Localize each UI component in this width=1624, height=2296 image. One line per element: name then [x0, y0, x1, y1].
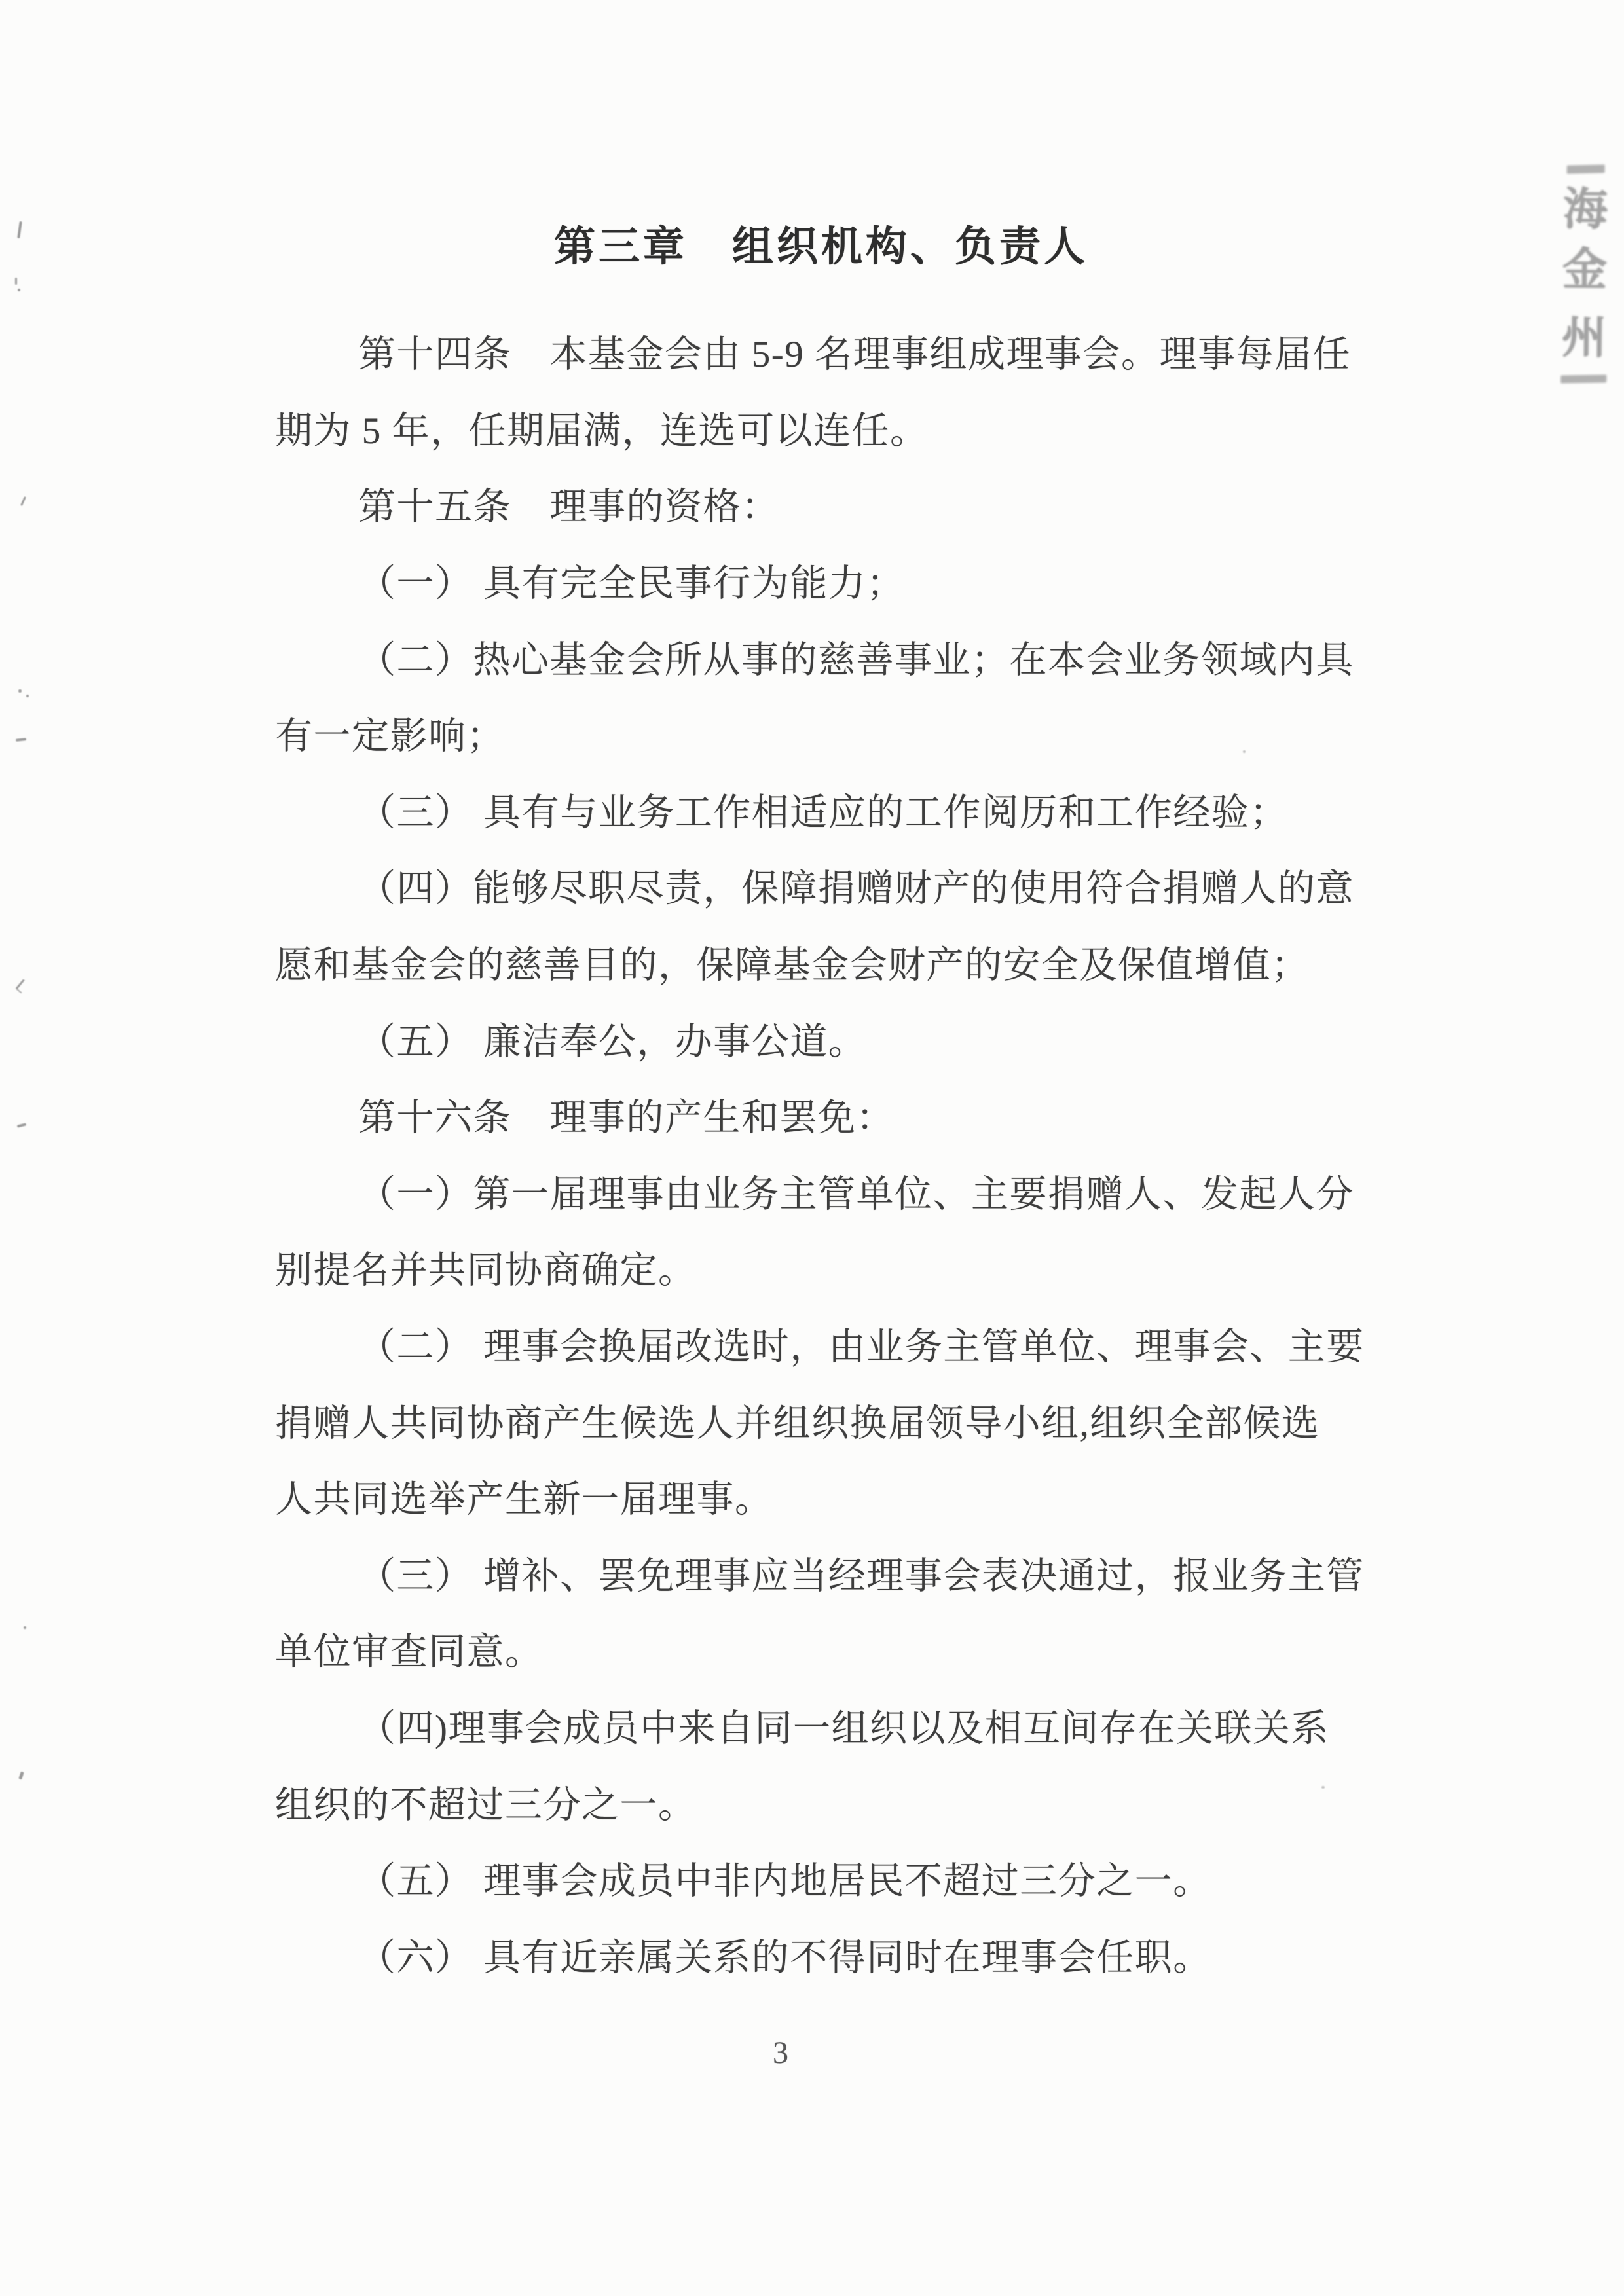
text-line: 有一定影响；: [275, 716, 505, 757]
text-line: 单位审查同意。: [275, 1631, 544, 1673]
page-number: 3: [773, 2035, 788, 2070]
text-line: 组织的不超过三分之一。: [275, 1784, 697, 1826]
scan-noise-mark: [18, 289, 20, 291]
binding-stamp-fragment: [1556, 165, 1613, 384]
chapter-title: 第三章 组织机构、负责人: [554, 224, 1088, 270]
scan-noise-mark: [16, 738, 26, 742]
text-line: （一） 具有完全民事行为能力；: [358, 563, 905, 605]
text-line: 别提名并共同协商确定。: [275, 1250, 697, 1292]
text-line: 第十四条 本基金会由 5-9 名理事组成理事会。理事每届任: [358, 334, 1351, 376]
stamp-bar-top: [1567, 164, 1605, 173]
text-line: （四)理事会成员中来自同一组织以及相互间存在关联关系: [358, 1707, 1329, 1749]
scan-noise-mark: [24, 1626, 26, 1629]
scan-noise-mark: [17, 1123, 27, 1127]
scan-noise-mark: [20, 496, 26, 506]
text-line: 人共同选举产生新一届理事。: [275, 1479, 773, 1521]
text-line: （一）第一届理事由业务主管单位、主要捐赠人、发起人分: [358, 1173, 1354, 1215]
text-line: 第十五条 理事的资格：: [358, 486, 780, 528]
text-line: （五） 理事会成员中非内地居民不超过三分之一。: [358, 1861, 1211, 1903]
scan-noise-mark: [1243, 750, 1246, 753]
scan-noise-mark: [18, 1772, 24, 1780]
scan-noise-mark: [26, 695, 29, 697]
scan-noise-mark: [15, 278, 17, 285]
document-body-text: [275, 313, 1382, 1992]
scan-noise-mark: [1321, 1786, 1325, 1789]
text-line: 期为 5 年，任期届满，连选可以连任。: [275, 410, 929, 452]
stamp-character: 金: [1562, 244, 1608, 295]
text-line: 愿和基金会的慈善目的，保障基金会财产的安全及保值增值；: [275, 945, 1310, 987]
text-line: （六） 具有近亲属关系的不得同时在理事会任职。: [358, 1937, 1211, 1978]
stamp-bar-bottom: [1560, 374, 1606, 383]
scan-noise-mark: [18, 689, 22, 693]
stamp-character: 州: [1561, 312, 1607, 363]
text-line: 第十六条 理事的产生和罢免：: [358, 1097, 895, 1139]
text-line: （五） 廉洁奉公，办事公道。: [358, 1021, 867, 1063]
stamp-character: 海: [1562, 184, 1608, 235]
text-line: （四）能够尽职尽责，保障捐赠财产的使用符合捐赠人的意: [358, 868, 1354, 910]
text-line: （二） 理事会换届改选时，由业务主管单位、理事会、主要: [358, 1326, 1365, 1368]
text-line: （三） 增补、罢免理事应当经理事会表决通过，报业务主管: [358, 1555, 1365, 1597]
text-line: 捐赠人共同协商产生候选人并组织换届领导小组,组织全部候选: [275, 1402, 1320, 1444]
text-line: （三） 具有与业务工作相适应的工作阅历和工作经验；: [358, 792, 1288, 833]
text-line: （二）热心基金会所从事的慈善事业；在本会业务领域内具: [358, 639, 1354, 681]
scan-noise-mark: [15, 979, 29, 993]
